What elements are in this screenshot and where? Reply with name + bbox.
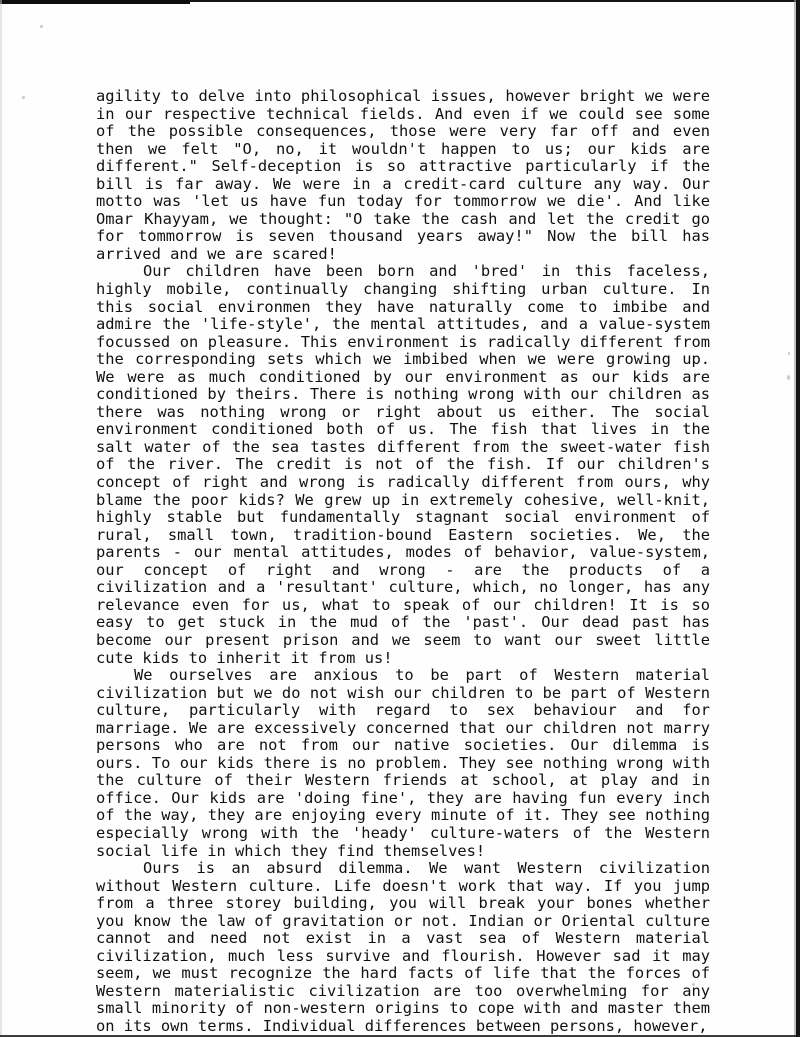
paragraph-4: Ours is an absurd dilemma. We want Western civilization without Western culture. Life doesn't work that way. If you jump from a three storey building, you will break your bones whether you know the law of gravitation or not. Indian or Oriental culture cannot and need not exist in a vast sea of Western material civilization, much less survive and flourish. However sad it may seem, we must recognize the hard facts of life that the forces of Western materialistic civilization are too overwhelming for any small minority of non-western origins to cope with and master them on its own terms. Individual differences between persons, however, [96, 859, 720, 1035]
scan-edge-left [0, 0, 2, 1037]
scan-edge-top-left-band [0, 0, 190, 4]
paragraph-2: Our children have been born and 'bred' in this faceless, highly mobile, continually changing shifting urban culture. In this social environmen they have naturally come to imbibe and admire the 'life-style', the mental attitudes, and a value-system focussed on pleasure. This environment is radically different from the corresponding sets which we imbibed when we were growing up. We were as much conditioned by our environment as our kids are conditioned by theirs. There is nothing wrong with our children as there was nothing wrong or right about us either. The social environment conditioned both of us. The fish that lives in the salt water of the sea tastes different from the sweet-water fish of the river. The credit is not of the fish. If our children's concept of right and wrong is radically different from ours, why blame the poor kids? We grew up in extremely cohesive, well-knit, highly stable but fundamentally stagnant social environment of rural, small town, tradition-bound Eastern societies. We, the parents - our mental attitudes, modes of behavior, value-system, our concept of right and wrong - are the products of a civilization and a 'resultant' culture, which, no longer, has any relevance even for us, what to speak of our children! It is so easy to get stuck in the mud of the 'past'. Our dead past has become our present prison and we seem to want our sweet little cute kids to inherit it from us! [96, 262, 720, 667]
scan-edge-right [796, 0, 800, 1037]
paragraph-1: agility to delve into philosophical issues, however bright we were in our respective technical fields. And even if we could see some of the possible consequences, those were very far off and even then we felt "O, no, it wouldn't happen to us; our kids are different." Self-deception is so attractive particularly if the bill is far away. We were in a credit-card culture any way. Our motto was 'let us have fun today for tommorrow we die'. And like Omar Khayyam, we thought: "O take the cash and let the credit go for tommorrow is seven thousand years away!" Now the bill has arrived and we are scared! [96, 87, 720, 263]
dust-speck [40, 25, 43, 28]
dust-speck [788, 352, 790, 355]
document-body [96, 87, 720, 1036]
dust-speck [787, 375, 790, 380]
scan-edge-right-soft [794, 0, 796, 1037]
dust-speck [22, 96, 25, 99]
paragraph-3: We ourselves are anxious to be part of Western material civilization but we do not wish our children to be part of Western culture, particularly with regard to sex behaviour and for marriage. We are excessively concerned that our children not marry persons who are not from our native societies. Our dilemma is ours. To our kids there is no problem. They see nothing wrong with the culture of their Western friends at school, at play and in office. Our kids are 'doing fine', they are having fun every inch of the way, they are enjoying every minute of it. They see nothing especially wrong with the 'heady' culture-waters of the Western social life in which they find themselves! [96, 666, 720, 860]
